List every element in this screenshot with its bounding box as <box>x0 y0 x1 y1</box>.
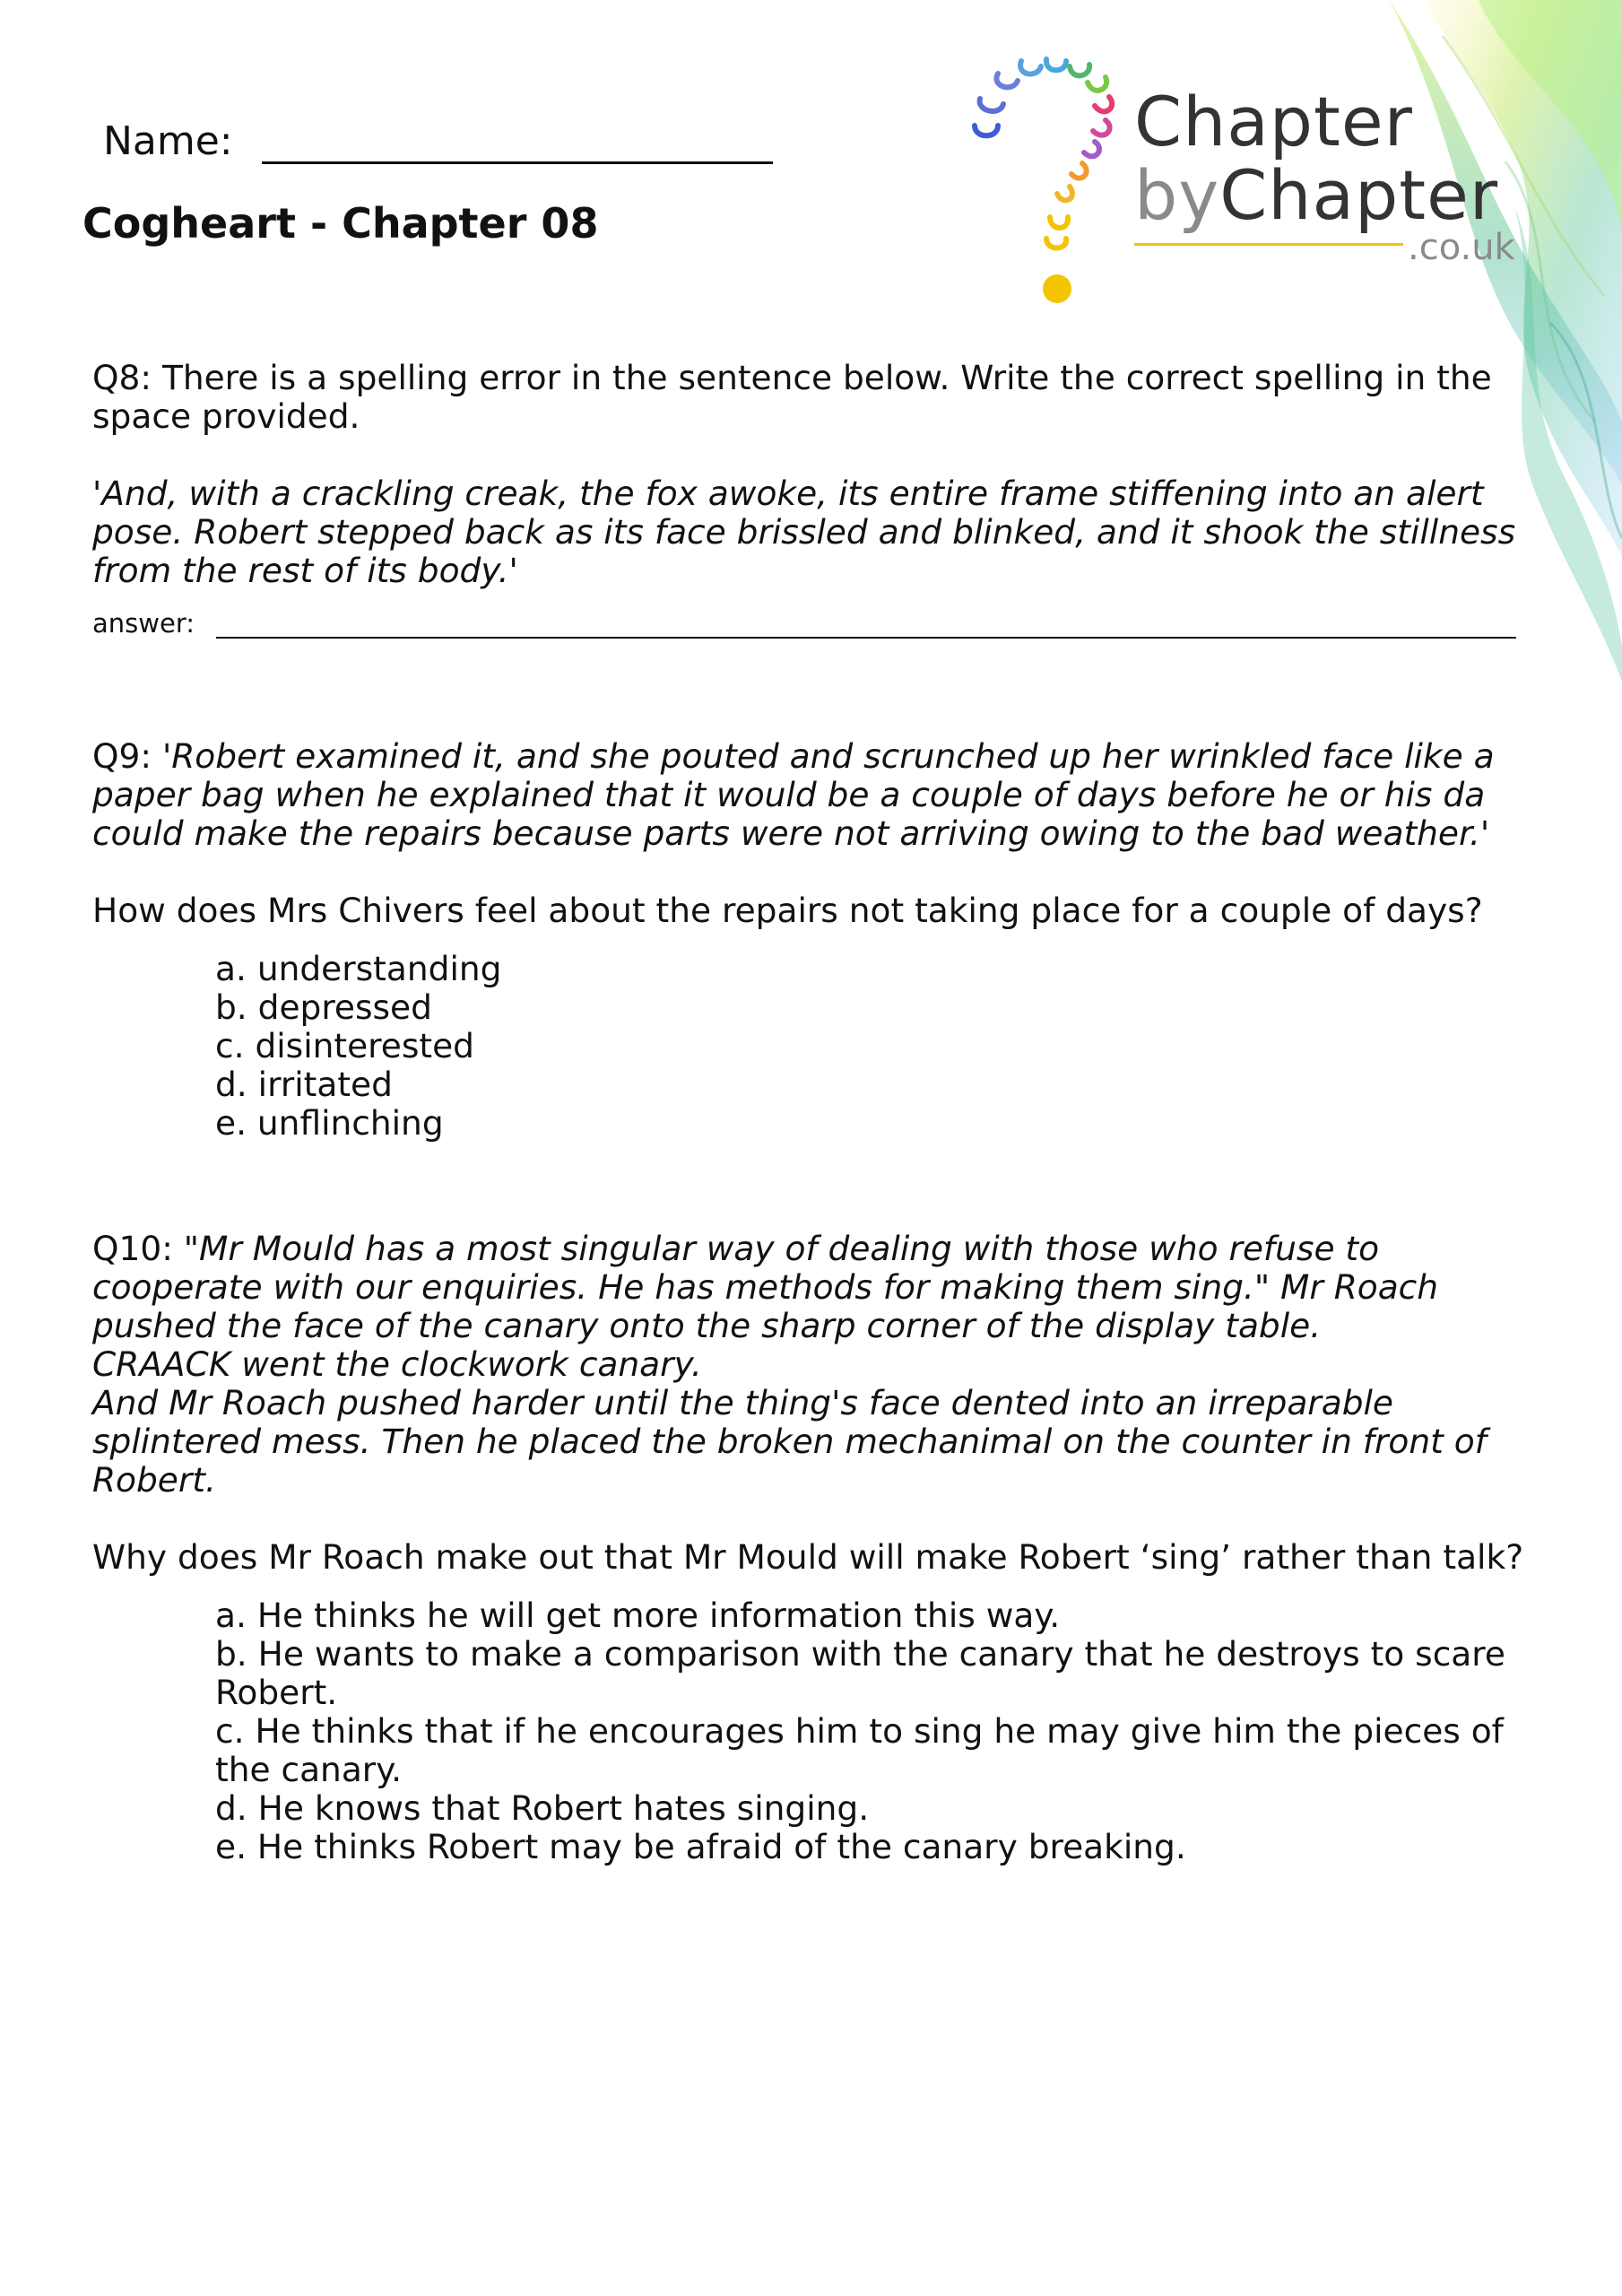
q10-quote-line-3 <box>92 1384 1536 1500</box>
q9-options <box>215 950 1536 1143</box>
logo-line-chapter: Chapter <box>1134 82 1413 161</box>
logo-wordmark <box>1134 82 1565 272</box>
logo-domain-row <box>1134 227 1565 272</box>
q9-option-a[interactable]: a. understanding <box>215 949 502 988</box>
q8-prompt-text: There is a spelling error in the sentence below. Write the correct spelling in the space provided. <box>92 358 1492 436</box>
logo-chapter: Chapter <box>1219 155 1499 235</box>
q10-options <box>215 1596 1551 1866</box>
q9-option-b[interactable]: b. depressed <box>215 987 432 1027</box>
q9-option-d[interactable]: d. irritated <box>215 1065 393 1104</box>
q10-option-b[interactable]: b. He wants to make a comparison with the canary that he destroys to scare Robert. <box>215 1634 1505 1712</box>
q10-quote-text-3: And Mr Roach pushed harder until the thing's face dented into an irreparable splintered mess. Then he placed the broken mechanimal on the counter in front of Robert. <box>92 1383 1487 1500</box>
name-label: Name: <box>103 118 233 164</box>
q10-quote-text-1: "Mr Mould has a most singular way of dealing with those who refuse to cooperate with our enquiries. He has methods for making them sing." Mr Roach pushed the face of the canary onto the sharp corner of the display table. <box>92 1229 1439 1345</box>
logo-line-by-chapter <box>1134 155 1565 235</box>
q8-number: Q8: <box>92 358 152 397</box>
q9-option-c[interactable]: c. disinterested <box>215 1026 474 1065</box>
q10-quote-text-2: CRAACK went the clockwork canary. <box>92 1344 702 1384</box>
logo-by: by <box>1134 155 1220 235</box>
worksheet-title: Cogheart - Chapter 08 <box>82 199 599 248</box>
name-input-line[interactable] <box>262 117 773 164</box>
q9-quote-text: 'Robert examined it, and she pouted and scrunched up her wrinkled face like a paper bag when he explained that it would be a couple of days before he or his da could make the repairs because parts were not arriving owing to the bad weather.' <box>92 736 1495 853</box>
q8-answer-row <box>92 608 1536 639</box>
q10-quote-line-2 <box>92 1345 1536 1384</box>
q8-answer-label: answer: <box>92 608 195 639</box>
q10-number: Q10: <box>92 1229 173 1268</box>
question-q9 <box>92 737 1536 1143</box>
q10-option-a[interactable]: a. He thinks he will get more information this way. <box>215 1596 1061 1635</box>
logo-domain: .co.uk <box>1408 227 1515 268</box>
q9-number: Q9: <box>92 736 152 776</box>
q10-option-c[interactable]: c. He thinks that if he encourages him to sing he may give him the pieces of the canary. <box>215 1711 1504 1789</box>
logo-rule <box>1134 243 1403 246</box>
q10-quote-line-1 <box>92 1230 1536 1345</box>
q10-option-d[interactable]: d. He knows that Robert hates singing. <box>215 1788 870 1828</box>
q8-prompt <box>92 359 1536 436</box>
q9-option-e[interactable]: e. unflinching <box>215 1103 444 1143</box>
name-field-row <box>103 117 773 164</box>
question-q10 <box>92 1230 1536 1866</box>
q8-quote <box>92 474 1536 590</box>
q9-question: How does Mrs Chivers feel about the repairs not taking place for a couple of days? <box>92 891 1483 930</box>
q8-answer-line[interactable] <box>216 610 1516 639</box>
worksheet-body <box>92 359 1536 1866</box>
q10-option-e[interactable]: e. He thinks Robert may be afraid of the canary breaking. <box>215 1827 1186 1866</box>
chapter-by-chapter-logo-icon <box>964 54 1116 314</box>
question-q8 <box>92 359 1536 639</box>
q8-quote-text: 'And, with a crackling creak, the fox awoke, its entire frame stiffening into an alert pose. Robert stepped back as its face brissled and blinked, and it shook the stillness from the rest of its body.' <box>92 474 1516 590</box>
q9-quote <box>92 737 1536 853</box>
q10-question: Why does Mr Roach make out that Mr Mould will make Robert ‘sing’ rather than talk? <box>92 1537 1524 1577</box>
